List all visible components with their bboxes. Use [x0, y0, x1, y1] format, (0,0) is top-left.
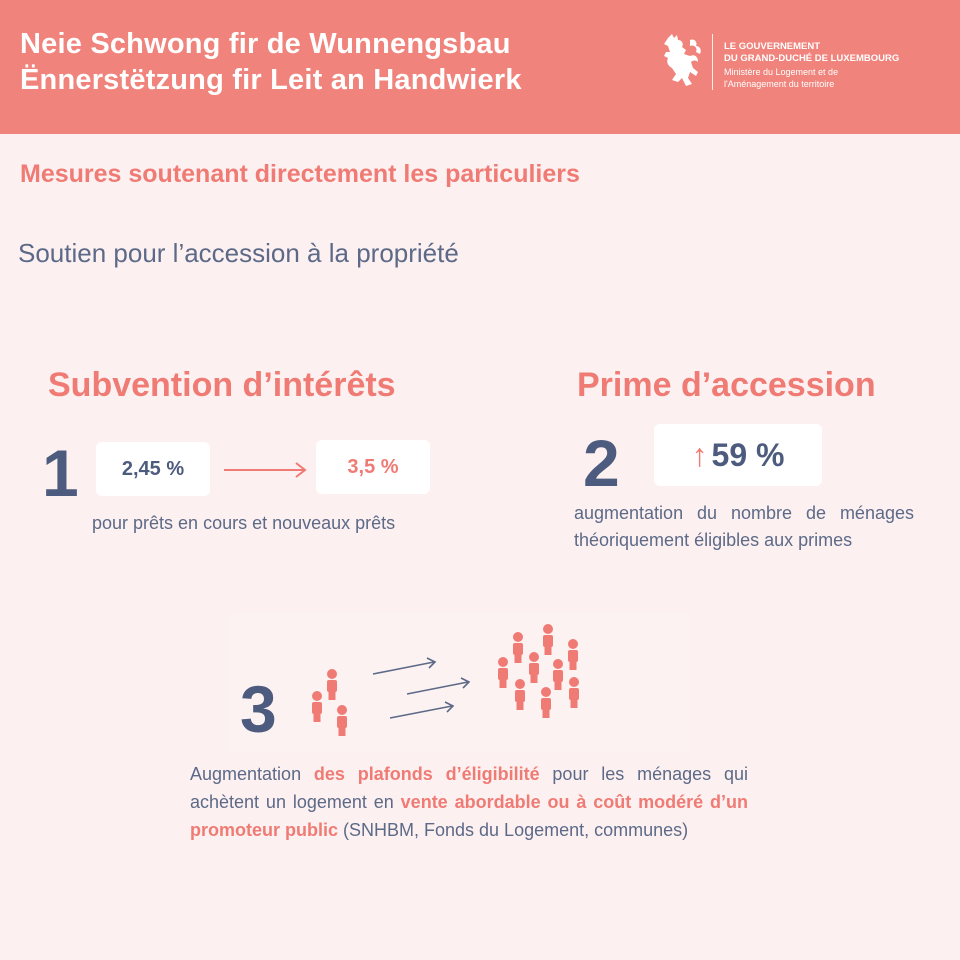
arrow-up-icon: ↑	[691, 436, 708, 473]
rate-from-badge: 2,45 %	[96, 442, 210, 496]
measure1-caption: pour prêts en cours et nouveaux prêts	[92, 513, 396, 533]
ministry-line-1: Ministère du Logement et de	[724, 67, 839, 77]
title-line-1: Neie Schwong fir de Wunnengsbau	[20, 28, 511, 60]
increase-value: 59 %	[711, 436, 785, 473]
person-icon	[553, 659, 563, 690]
measure3-text-part-3: (SNHBM, Fonds du Logement, communes)	[338, 820, 689, 840]
person-icon	[543, 624, 553, 655]
section-title: Mesures soutenant directement les particuliers	[20, 160, 580, 188]
increase-badge	[654, 424, 822, 486]
measure2-caption-line-1: augmentation du nombre de ménages	[574, 503, 914, 523]
measure2-caption	[574, 500, 914, 554]
ministry-name	[724, 66, 838, 90]
rate-to-badge: 3,5 %	[316, 440, 430, 494]
measure1-number: 1	[42, 436, 79, 510]
logo-divider	[712, 34, 713, 90]
person-icon	[337, 705, 347, 736]
person-icon	[327, 669, 337, 700]
lion-emblem-icon	[660, 32, 704, 88]
government-name	[724, 41, 899, 65]
person-icon	[541, 687, 551, 718]
measure3-text-part-1: Augmentation	[190, 764, 314, 784]
measure3-text-part-2: pour les ménages qui achètent un logement en	[190, 764, 749, 812]
person-icon	[568, 639, 578, 670]
measure3-description	[190, 760, 748, 844]
org-line-1: LE GOUVERNEMENT	[724, 41, 821, 52]
measure2-title: Prime d’accession	[577, 366, 876, 404]
measure3-number: 3	[240, 672, 277, 746]
ministry-line-2: l'Aménagement du territoire	[724, 79, 835, 89]
measure2-number: 2	[583, 426, 620, 500]
government-logo	[660, 32, 920, 94]
arrow-right-icon	[222, 460, 310, 480]
households-graphic	[228, 612, 690, 752]
page-title	[20, 26, 522, 98]
person-icon	[498, 657, 508, 688]
header-banner	[0, 0, 960, 134]
measure3-highlight-2: vente abordable ou à coût modéré d’un promoteur public	[190, 792, 748, 840]
measure2-caption-line-2: théoriquement éligibles aux primes	[574, 530, 853, 550]
person-icon	[513, 632, 523, 663]
households-illustration	[228, 612, 690, 752]
org-line-2: DU GRAND-DUCHÉ DE LUXEMBOURG	[724, 53, 900, 64]
title-line-2: Ënnerstëtzung fir Leit an Handwierk	[20, 64, 522, 96]
section-subtitle: Soutien pour l’accession à la propriété	[18, 238, 459, 268]
measure1-title: Subvention d’intérêts	[48, 366, 396, 404]
measure3-highlight-1: des plafonds d’éligibilité	[313, 764, 540, 784]
person-icon	[569, 677, 579, 708]
person-icon	[515, 679, 525, 710]
person-icon	[312, 691, 322, 722]
person-icon	[529, 652, 539, 683]
